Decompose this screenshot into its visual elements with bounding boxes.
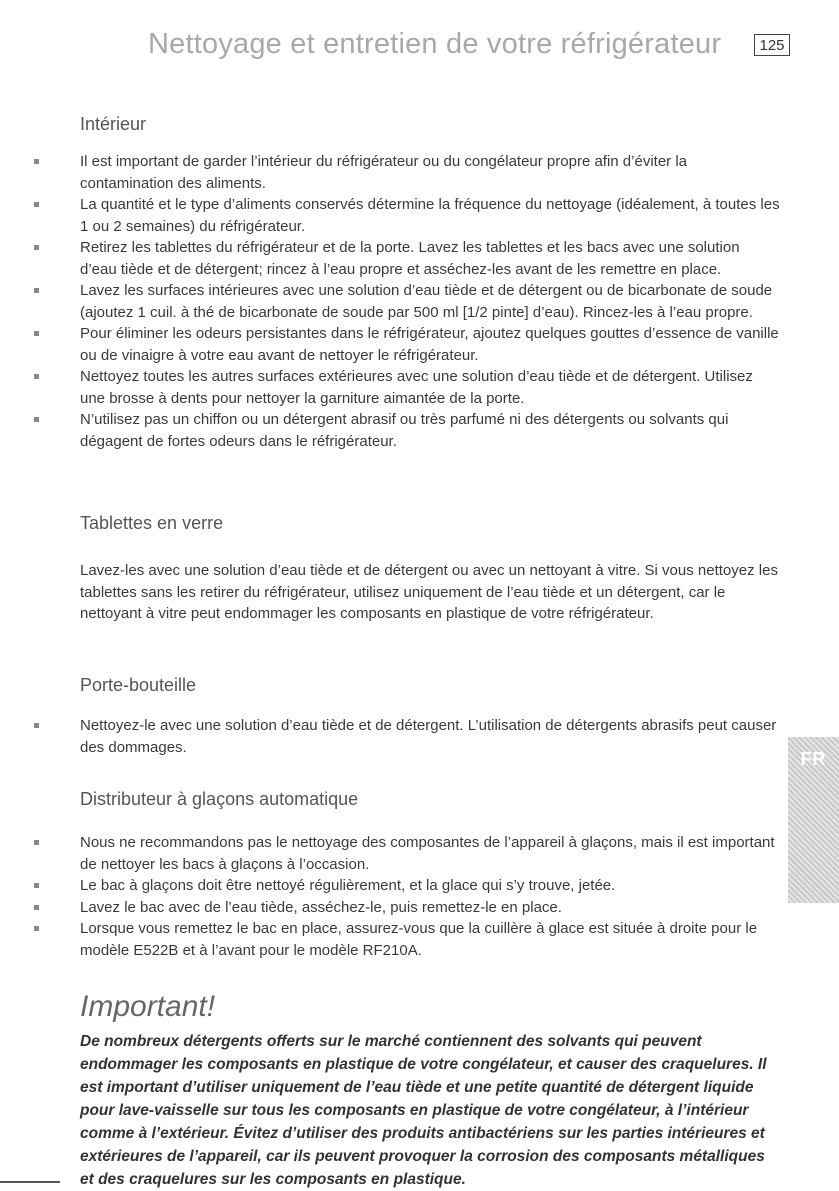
bullet-icon xyxy=(34,883,39,888)
important-title: Important! xyxy=(80,990,216,1023)
page-number: 125 xyxy=(754,34,790,56)
ice-dispenser-heading: Distributeur à glaçons automatique xyxy=(80,789,359,809)
bullet-icon xyxy=(34,417,39,422)
bottom-rule xyxy=(0,1181,60,1183)
language-tab-label: FR xyxy=(800,749,827,769)
page-title: Nettoyage et entretien de votre réfrigérateur xyxy=(148,28,722,60)
bottle-holder-heading: Porte-bouteille xyxy=(80,675,197,695)
ice-dispenser-list xyxy=(0,832,800,961)
list-item: Pour éliminer les odeurs persistantes dans le réfrigérateur, ajoutez quelques gouttes d’essence de vanille ou de vinaigre à votre eau avant de nettoyer le réfrigérateur. xyxy=(0,323,800,366)
bullet-icon xyxy=(34,905,39,910)
bullet-icon xyxy=(34,288,39,293)
glass-shelves-heading: Tablettes en verre xyxy=(80,513,224,533)
glass-shelves-text: Lavez-les avec une solution d’eau tiède et de détergent ou avec un nettoyant à vitre. Si vous nettoyez les tablettes sans les retirer du réfrigérateur, utilisez uniquement de l’eau tiède et un détergent, car le nettoyant à vitre peut endommager les composants en plastique de votre réfrigérateur. xyxy=(80,562,778,622)
bullet-icon xyxy=(34,374,39,379)
bullet-icon xyxy=(34,245,39,250)
bullet-icon xyxy=(34,840,39,845)
bullet-icon xyxy=(34,723,39,728)
interior-list xyxy=(0,151,800,452)
bullet-icon xyxy=(34,331,39,336)
list-item: N’utilisez pas un chiffon ou un détergent abrasif ou très parfumé ni des détergents ou solvants qui dégagent de fortes odeurs dans le réfrigérateur. xyxy=(0,409,800,452)
bottle-holder-list xyxy=(0,715,800,758)
bullet-icon xyxy=(34,926,39,931)
list-item: Le bac à glaçons doit être nettoyé régulièrement, et la glace qui s’y trouve, jetée. xyxy=(0,875,800,897)
list-item: La quantité et le type d’aliments conservés détermine la fréquence du nettoyage (idéalement, à toutes les 1 ou 2 semaines) du réfrigérateur. xyxy=(0,194,800,237)
bullet-icon xyxy=(34,202,39,207)
list-item: Lavez le bac avec de l’eau tiède, asséchez-le, puis remettez-le en place. xyxy=(0,897,800,919)
interior-heading: Intérieur xyxy=(80,114,147,134)
list-item: Nettoyez toutes les autres surfaces extérieures avec une solution d’eau tiède et de détergent. Utilisez une brosse à dents pour nettoyer la garniture aimantée de la porte. xyxy=(0,366,800,409)
list-item: Retirez les tablettes du réfrigérateur et de la porte. Lavez les tablettes et les bacs avec une solution d’eau tiède et de détergent; rincez à l’eau propre et asséchez-les avant de les remettre en place. xyxy=(0,237,800,280)
list-item: Nettoyez-le avec une solution d’eau tiède et de détergent. L’utilisation de détergents abrasifs peut causer des dommages. xyxy=(0,715,800,758)
important-text: De nombreux détergents offerts sur le marché contiennent des solvants qui peuvent endommager les composants en plastique de votre congélateur, et causer des craquelures. Il est important d’utiliser uniquement de l’eau tiède et une petite quantité de détergent liquide pour lave-vaisselle sur tous les composants en plastique de votre congélateur, à l’intérieur comme à l’extérieur. Évitez d’utiliser des produits antibactériens sur les parties intérieures et extérieures de l’appareil, car ils peuvent provoquer la corrosion des composants métalliques et des craquelures sur les composants en plastique. xyxy=(80,1033,767,1188)
list-item: Nous ne recommandons pas le nettoyage des composantes de l’appareil à glaçons, mais il est important de nettoyer les bacs à glaçons à l’occasion. xyxy=(0,832,800,875)
list-item: Lavez les surfaces intérieures avec une solution d’eau tiède et de détergent ou de bicarbonate de soude (ajoutez 1 cuil. à thé de bicarbonate de soude par 500 ml [1/2 pinte] d’eau). Rincez-les à l’eau propre. xyxy=(0,280,800,323)
list-item: Lorsque vous remettez le bac en place, assurez-vous que la cuillère à glace est située à droite pour le modèle E522B et à l’avant pour le modèle RF210A. xyxy=(0,918,800,961)
list-item: Il est important de garder l’intérieur du réfrigérateur ou du congélateur propre afin d’éviter la contamination des aliments. xyxy=(0,151,800,194)
language-tab xyxy=(788,737,839,903)
bullet-icon xyxy=(34,159,39,164)
